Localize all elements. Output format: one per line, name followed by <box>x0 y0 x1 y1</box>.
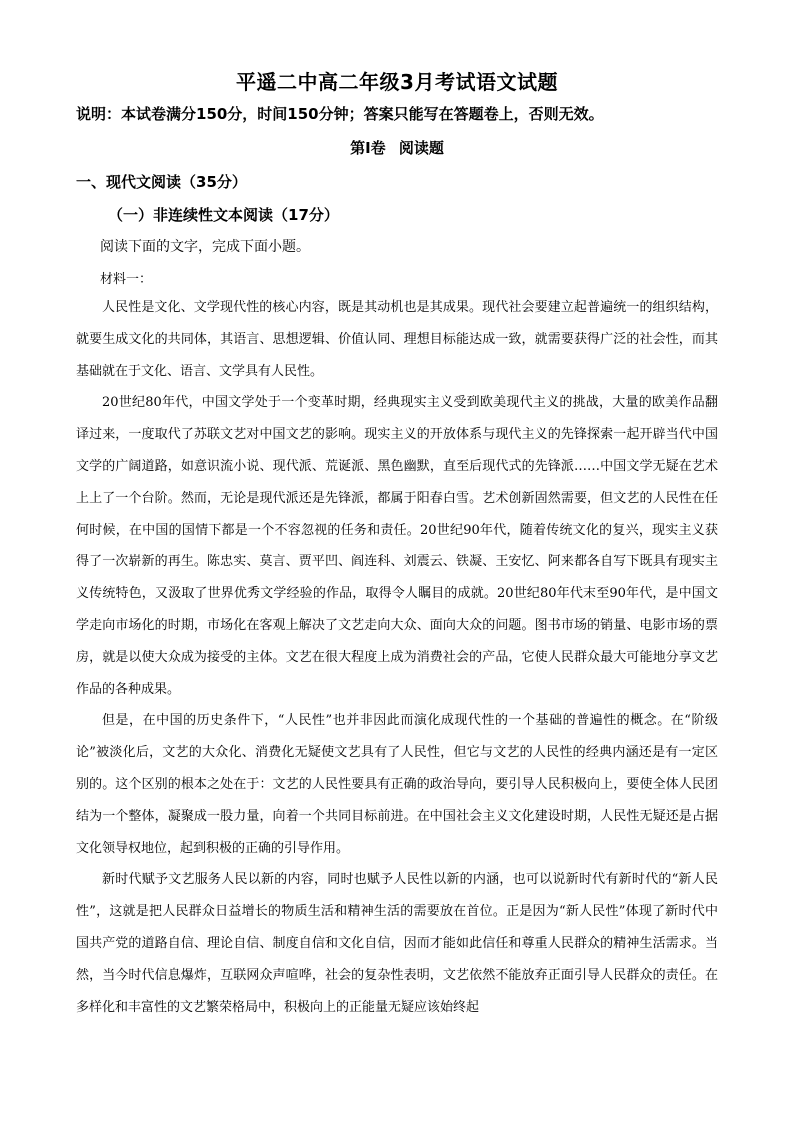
passage-paragraph: 20世纪80年代，中国文学处于一个变革时期，经典现实主义受到欧美现代主义的挑战，大量的欧美作品翻译过来，一度取代了苏联文艺对中国文艺的影响。现实主义的开放体系与现代主义的先锋探索一起开辟当代中国文学的广阔道路，如意识流小说、现代派、荒诞派、黑色幽默，直至后现代式的先锋派……中国文学无疑在艺术上上了一个台阶。然而，无论是现代派还是先锋派，都属于阳春白雪。艺术创新固然需要，但文艺的人民性在任何时候，在中国的国情下都是一个不容忽视的任务和责任。20世纪90年代，随着传统文化的复兴，现实主义获得了一次崭新的再生。陈忠实、莫言、贾平凹、阎连科、刘震云、铁凝、王安忆、阿来都各自写下既具有现实主义传统特色，又汲取了世界优秀文学经验的作品，取得令人瞩目的成就。20世纪80年代末至90年代，是中国文学走向市场化的时期，市场化在客观上解决了文艺走向大众、面向大众的问题。图书市场的销量、电影市场的票房，就是以使大众成为接受的主体。文艺在很大程度上成为消费社会的产品，它使人民群众最大可能地分享文艺作品的各种成果。 <box>76 395 718 697</box>
passage-paragraph: 人民性是文化、文学现代性的核心内容，既是其动机也是其成果。现代社会要建立起普遍统一的组织结构，就要生成文化的共同体，其语言、思想逻辑、价值认同、理想目标能达成一致，就需要获得广泛的社会性，而其基础就在于文化、语言、文学具有人民性。 <box>76 300 718 379</box>
exam-instructions-note: 说明：本试卷满分150分，时间150分钟；答案只能写在答题卷上，否则无效。 <box>76 105 604 123</box>
passage-paragraph: 新时代赋予文艺服务人民以新的内容，同时也赋予人民性以新的内涵，也可以说新时代有新时代的“新人民性”，这就是把人民群众日益增长的物质生活和精神生活的需要放在首位。正是因为“新人民性”体现了新时代中国共产党的道路自信、理论自信、制度自信和文化自信，因而才能如此信任和尊重人民群众的精神生活需求。当然，当今时代信息爆炸，互联网众声喧哗，社会的复杂性表明，文艺依然不能放弃正面引导人民群众的责任。在多样化和丰富性的文艺繁荣格局中，积极向上的正能量无疑应该始终起 <box>76 872 718 1015</box>
page-title: 平遥二中高二年级3月考试语文试题 <box>236 70 558 94</box>
passage-body <box>76 292 718 1023</box>
reading-instruction: 阅读下面的文字，完成下面小题。 <box>100 239 310 255</box>
section-title: 第I卷 阅读题 <box>350 139 444 157</box>
part-heading: 一、现代文阅读（35分） <box>76 173 247 191</box>
material-label: 材料一： <box>100 272 153 287</box>
sub-heading: （一）非连续性文本阅读（17分） <box>108 206 339 224</box>
passage-paragraph: 但是，在中国的历史条件下，“人民性”也并非因此而演化成现代性的一个基础的普遍性的概念。在“阶级论”被淡化后，文艺的大众化、消费化无疑使文艺具有了人民性，但它与文艺的人民性的经典内涵还是有一定区别的。这个区别的根本之处在于：文艺的人民性要具有正确的政治导向，要引导人民积极向上，要使全体人民团结为一个整体，凝聚成一股力量，向着一个共同目标前进。在中国社会主义文化建设时期，人民性无疑还是占据文化领导权地位，起到积极的正确的引导作用。 <box>76 713 718 856</box>
